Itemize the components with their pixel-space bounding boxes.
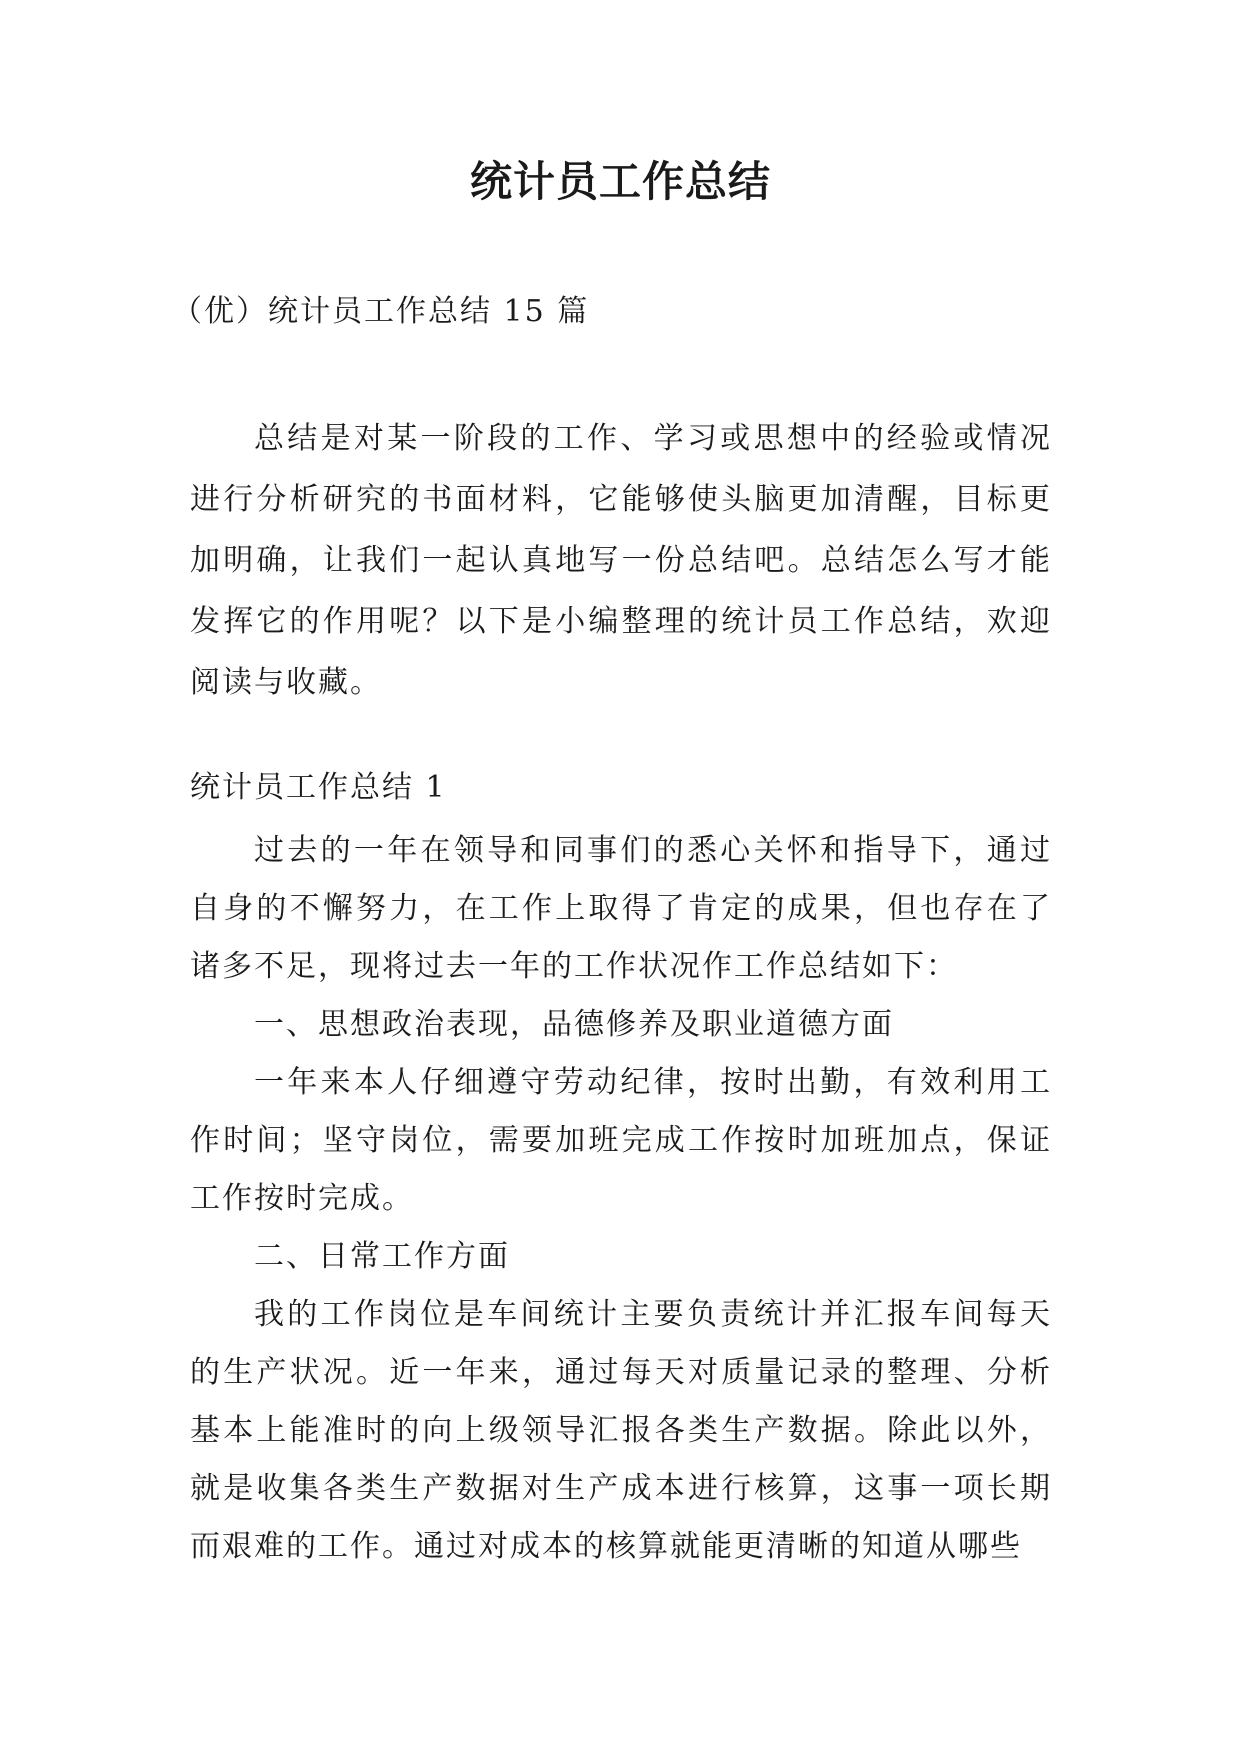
intro-block	[190, 408, 1052, 713]
paragraph: 过去的一年在领导和同事们的悉心关怀和指导下，通过自身的不懈努力，在工作上取得了肯定的成果，但也存在了诸多不足，现将过去一年的工作状况作工作总结如下：	[190, 833, 1052, 984]
document-subtitle: （优）统计员工作总结 15 篇	[172, 294, 590, 329]
intro-paragraph: 总结是对某一阶段的工作、学习或思想中的经验或情况进行分析研究的书面材料，它能够使头脑更加清醒，目标更加明确，让我们一起认真地写一份总结吧。总结怎么写才能发挥它的作用呢？以下是小编整理的统计员工作总结，欢迎阅读与收藏。	[190, 421, 1052, 700]
subheading: 一、思想政治表现，品德修养及职业道德方面	[254, 1007, 894, 1042]
paragraph: 一年来本人仔细遵守劳动纪律，按时出勤，有效利用工作时间；坚守岗位，需要加班完成工作按时加班加点，保证工作按时完成。	[190, 1065, 1052, 1216]
section-body	[190, 822, 1052, 1576]
paragraph: 我的工作岗位是车间统计主要负责统计并汇报车间每天的生产状况。近一年来，通过每天对质量记录的整理、分析基本上能准时的向上级领导汇报各类生产数据。除此以外，就是收集各类生产数据对生产成本进行核算，这事一项长期而艰难的工作。通过对成本的核算就能更清晰的知道从哪些	[190, 1297, 1052, 1564]
section-heading: 统计员工作总结 1	[190, 770, 447, 805]
document-title: 统计员工作总结	[469, 157, 771, 206]
subheading: 二、日常工作方面	[254, 1239, 510, 1274]
